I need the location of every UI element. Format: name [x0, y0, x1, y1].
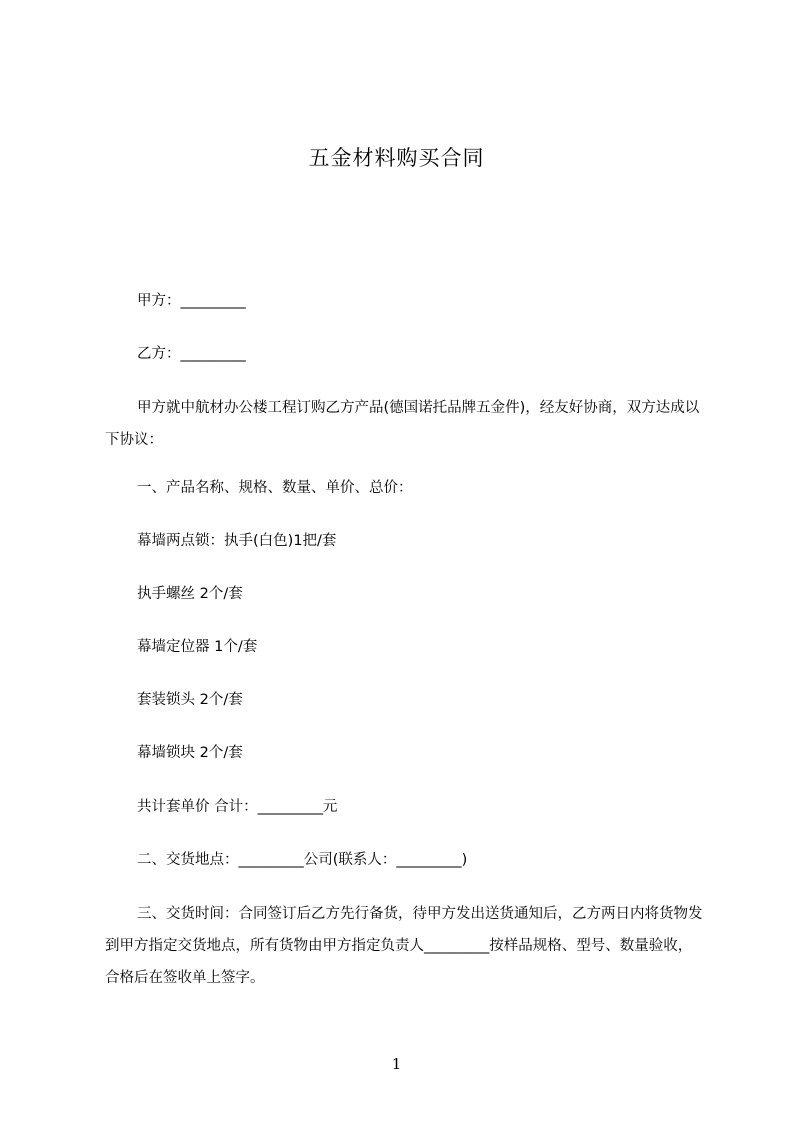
- item-line: 幕墙定位器 1个/套: [137, 639, 258, 655]
- intro-paragraph: 甲方就中航材办公楼工程订购乙方产品(德国诺托品牌五金件)，经友好协商，双方达成以下协议：: [105, 400, 700, 448]
- section1-heading: 一、产品名称、规格、数量、单价、总价：: [137, 480, 413, 496]
- party-b-line: 乙方：_________: [137, 346, 246, 362]
- document-title: 五金材料购买合同: [308, 146, 485, 170]
- section2-line: 二、交货地点：_________公司(联系人：_________): [137, 852, 468, 868]
- page-number: 1: [391, 1055, 402, 1073]
- item-line: 幕墙锁块 2个/套: [137, 745, 243, 761]
- item-line: 幕墙两点锁：执手(白色)1把/套: [137, 533, 337, 549]
- item-line: 套装锁头 2个/套: [137, 692, 243, 708]
- party-a-line: 甲方：_________: [137, 293, 246, 309]
- item-line: 执手螺丝 2个/套: [137, 586, 243, 602]
- section3-paragraph: 三、交货时间：合同签订后乙方先行备货，待甲方发出送货通知后，乙方两日内将货物发到甲方指定交货地点，所有货物由甲方指定负责人_________按样品规格、型号、数量验收，合格后在签收单上签字。: [105, 906, 703, 986]
- total-line: 共计套单价 合计：_________元: [137, 799, 338, 815]
